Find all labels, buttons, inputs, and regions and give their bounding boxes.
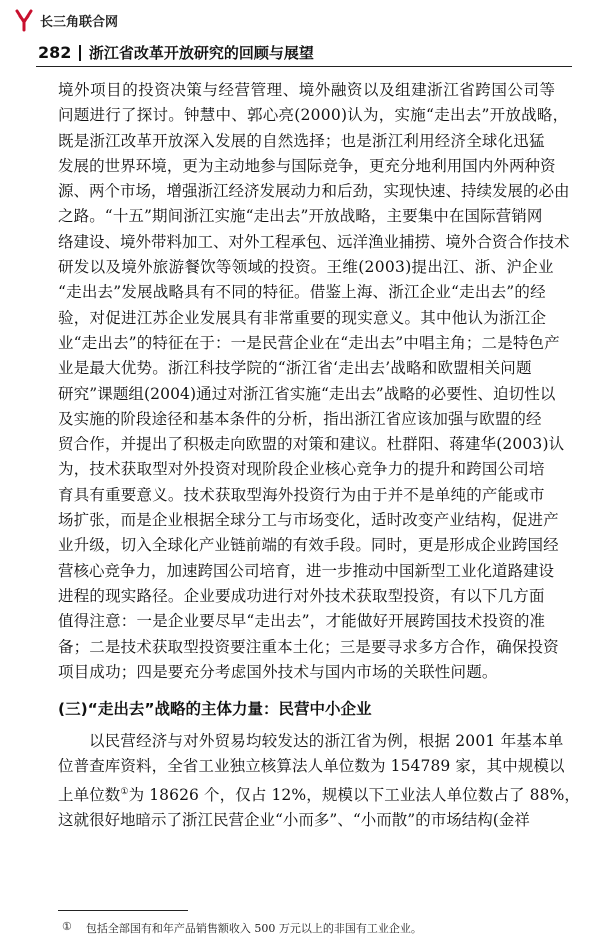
text-line: 进程的现实路径。企业要成功进行对外技术获取型投资，有以下几方面	[58, 586, 545, 605]
text-line: 业升级，切入全球化产业链前端的有效手段。同时，更是形成企业跨国经	[58, 536, 559, 555]
text-line: 源、两个市场，增强浙江经济发展动力和后劲，实现快速、持续发展的必由	[58, 182, 570, 201]
running-header	[38, 42, 314, 63]
text-line: 业是最大优势。浙江科技学院的“浙江省‘走出去’战略和欧盟相关问题	[58, 359, 532, 378]
paragraph-2	[58, 729, 580, 833]
text-line: 研究”课题组(2004)通过对浙江省实施“走出去”战略的必要性、迫切性以	[58, 384, 556, 403]
text-line: 育具有重要意义。技术获取型海外投资行为由于并不是单纯的产能或市	[58, 485, 545, 504]
page-body	[58, 78, 580, 833]
site-logo-icon	[14, 8, 34, 32]
text-line: 发展的世界环境，更为主动地参与国际竞争，更充分地利用国内外两种资	[58, 156, 556, 175]
text-line: 位普查库资料，全省工业独立核算法人单位数为 154789 家，其中规模以	[58, 757, 565, 776]
header-separator	[79, 45, 81, 61]
text-line: 贸合作，并提出了积极走向欧盟的对策和建议。杜群阳、蒋建华(2003)认	[58, 435, 565, 454]
footnote-marker: ①	[62, 920, 72, 933]
text-line: 及实施的阶段途径和基本条件的分析，指出浙江省应该加强与欧盟的经	[58, 409, 542, 428]
text-line: 络建设、境外带料加工、对外工程承包、远洋渔业捕捞、境外合资合作技术	[58, 232, 570, 251]
text-line: 为，技术获取型对外投资对现阶段企业核心竞争力的提升和跨国公司培	[58, 460, 545, 479]
text-segment: 上单位数	[58, 785, 121, 804]
text-line: “走出去”发展战略具有不同的特征。借鉴上海、浙江企业“走出去”的经	[58, 283, 546, 302]
text-line: 这就很好地暗示了浙江民营企业“小而多”、“小而散”的市场结构(金祥	[58, 811, 530, 830]
footnote	[62, 920, 422, 936]
site-name: 长三角联合网	[40, 14, 119, 30]
header-rule	[36, 66, 572, 67]
text-line: 之路。“十五”期间浙江实施“走出去”开放战略，主要集中在国际营销网	[58, 207, 543, 226]
text-line: 业“走出去”的特征在于：一是民营企业在“走出去”中唱主角；二是特色产	[58, 333, 560, 352]
footnote-rule	[58, 910, 188, 911]
text-segment: 为 18626 个，仅占 12%，规模以下工业法人单位数占了 88%，	[128, 785, 580, 804]
footnote-text: 包括全部国有和年产品销售额收入 500 万元以上的非国有工业企业。	[85, 922, 422, 935]
page-number: 282	[38, 43, 72, 62]
text-line: 以民营经济与对外贸易均较发达的浙江省为例，根据 2001 年基本单	[89, 732, 564, 751]
text-line: 既是浙江改革开放深入发展的自然选择；也是浙江利用经济全球化迅猛	[58, 131, 545, 150]
book-title: 浙江省改革开放研究的回顾与展望	[88, 44, 314, 62]
text-line: 问题进行了探讨。钟慧中、郭心亮(2000)认为，实施“走出去”开放战略，	[58, 106, 569, 125]
text-line: 备；二是技术获取型投资要注重本土化；三是要寻求多方合作，确保投资	[58, 637, 559, 656]
text-line: 值得注意：一是企业要尽早“走出去”，才能做好开展跨国技术投资的准	[58, 612, 546, 631]
paragraph-1	[58, 78, 570, 685]
section-heading: (三)“走出去”战略的主体力量：民营中小企业	[58, 700, 372, 719]
footnote-reference[interactable]: ①	[120, 786, 129, 797]
site-header	[14, 6, 118, 34]
text-line: 境外项目的投资决策与经营管理、境外融资以及组建浙江省跨国公司等	[58, 81, 556, 99]
text-line: 验，对促进江苏企业发展具有非常重要的现实意义。其中他认为浙江企	[58, 308, 547, 327]
text-line: 营核心竞争力，加速跨国公司培育，进一步推动中国新型工业化道路建设	[58, 561, 555, 580]
text-line: 研发以及境外旅游餐饮等领域的投资。王维(2003)提出江、浙、沪企业	[58, 258, 554, 277]
text-line: 场扩张，而是企业根据全球分工与市场变化，适时改变产业结构，促进产	[58, 511, 559, 530]
text-line: 项目成功；四是要充分考虑国外技术与国内市场的关联性问题。	[58, 662, 498, 681]
text-line	[58, 780, 580, 808]
